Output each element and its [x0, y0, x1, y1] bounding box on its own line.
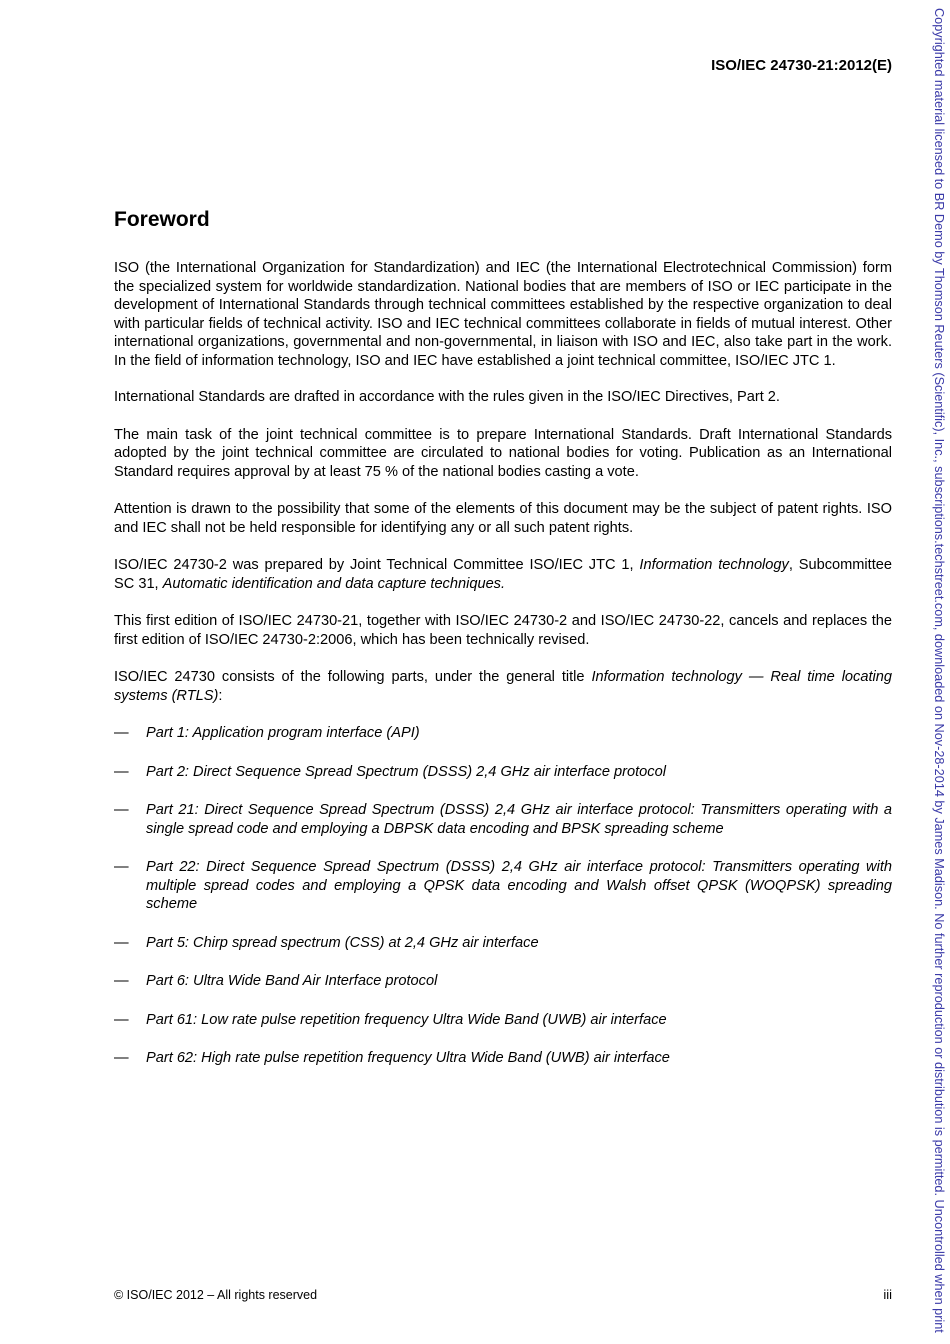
footer-copyright: © ISO/IEC 2012 – All rights reserved [114, 1288, 318, 1302]
list-dash: — [114, 1050, 129, 1066]
foreword-body [114, 259, 892, 1088]
paragraph-patent-rights: Attention is drawn to the possibility that some of the elements of this document may be the subject of patent rights. ISO and IEC shall not be held responsible for identifying any or all such patent rights. [114, 501, 892, 536]
list-dash: — [114, 973, 129, 989]
paragraph-edition: This first edition of ISO/IEC 24730-21, together with ISO/IEC 24730-2 and ISO/IEC 24730-22, cancels and replaces the first edition of ISO/IEC 24730-2:2006, which has been technically revised. [114, 613, 892, 648]
list-item [114, 934, 892, 953]
list-item [114, 801, 892, 838]
part-title: Part 5: Chirp spread spectrum (CSS) at 2,4 GHz air interface [146, 934, 539, 951]
parts-intro-colon: : [218, 687, 223, 704]
part-title: Part 62: High rate pulse repetition frequency Ultra Wide Band (UWB) air interface [146, 1050, 670, 1066]
page-number: iii [883, 1287, 892, 1302]
prepared-by-title: Information technology [639, 557, 789, 573]
list-dash: — [114, 934, 129, 951]
prepared-by-subcommittee: , Subcommittee SC 31, [114, 557, 893, 592]
watermark-text: Copyrighted material licensed to BR Demo by Thomson Reuters (Scientific), Inc., subscriptions.techstreet.com, downloaded on Nov-28-2014 by James Madison. No further reproduction or distribution is permitted. Uncontrolled when print [932, 8, 946, 1333]
list-item [114, 972, 892, 991]
copyright-watermark [930, 0, 950, 1344]
paragraph-organizations: ISO (the International Organization for Standardization) and IEC (the International Electrotechnical Commission) form the specialized system for worldwide standardization. National bodies that are members of ISO or IEC participate in the development of International Standards through technical committees established by the respective organization to deal with particular fields of technical activity. ISO and IEC technical committees collaborate in fields of mutual interest. Other international organizations, governmental and non-governmental, in liaison with ISO and IEC, also take part in the work. In the field of information technology, ISO and IEC have established a joint technical committee, ISO/IEC JTC 1. [114, 260, 892, 369]
parts-list [114, 724, 892, 1068]
part-title: Part 6: Ultra Wide Band Air Interface protocol [146, 973, 438, 989]
list-dash: — [114, 859, 129, 875]
parts-intro-text: ISO/IEC 24730 consists of the following parts, under the general title [114, 669, 592, 685]
document-id: ISO/IEC 24730-21:2012(E) [711, 57, 892, 74]
prepared-by-text: ISO/IEC 24730-2 was prepared by Joint Technical Committee ISO/IEC JTC 1, [114, 557, 640, 573]
list-dash: — [114, 763, 129, 780]
paragraph-parts-intro [114, 668, 892, 705]
list-item [114, 1011, 892, 1030]
part-title: Part 61: Low rate pulse repetition frequency Ultra Wide Band (UWB) air interface [146, 1011, 667, 1028]
list-item [114, 858, 892, 914]
part-title: Part 21: Direct Sequence Spread Spectrum (DSSS) 2,4 GHz air interface protocol: Transmitters operating with a single spread code and employing a DBPSK data encoding and BPSK spreading scheme [146, 802, 892, 837]
list-item [114, 1049, 892, 1068]
list-dash: — [114, 725, 129, 741]
paragraph-main-task: The main task of the joint technical committee is to prepare International Standards. Draft International Standards adopted by the joint technical committee are circulated to national bodies for voting. Publication as an International Standard requires approval by at least 75 % of the national bodies casting a vote. [114, 426, 892, 480]
part-title: Part 1: Application program interface (API) [146, 725, 420, 741]
list-item [114, 763, 892, 782]
list-item [114, 724, 892, 743]
prepared-by-subcommittee-title: Automatic identification and data capture techniques. [162, 575, 506, 592]
part-title: Part 22: Direct Sequence Spread Spectrum (DSSS) 2,4 GHz air interface protocol: Transmitters operating with multiple spread codes and employing a QPSK data encoding and Walsh offset QPSK (WOQPSK) spreading scheme [146, 859, 892, 912]
paragraph-directives: International Standards are drafted in accordance with the rules given in the ISO/IEC Directives, Part 2. [114, 389, 780, 405]
page-title: Foreword [114, 208, 210, 231]
part-title: Part 2: Direct Sequence Spread Spectrum (DSSS) 2,4 GHz air interface protocol [146, 763, 666, 780]
list-dash: — [114, 1011, 129, 1028]
paragraph-prepared-by [114, 556, 892, 593]
parts-general-title: Information technology — Real time locating systems (RTLS) [114, 669, 892, 704]
list-dash: — [114, 802, 129, 818]
